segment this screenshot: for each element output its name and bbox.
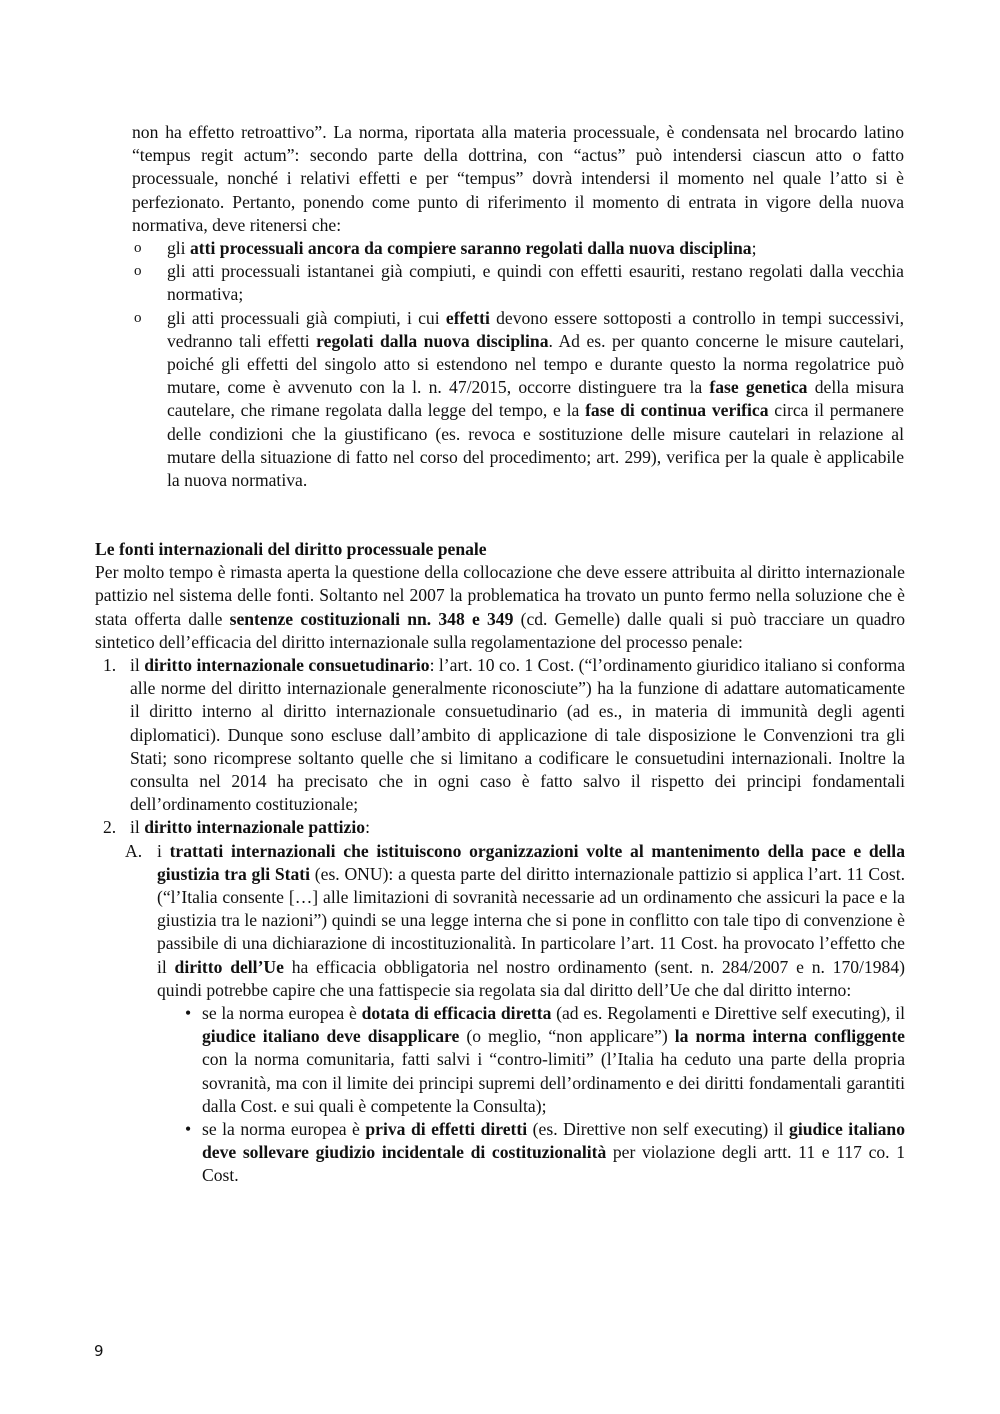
sub-item-letter: A. — [125, 840, 143, 861]
bold-text: regolati dalla nuova disciplina — [316, 330, 549, 351]
numbered-item-text: il diritto internazionale consuetudinario: l’art. 10 co. 1 Cost. (“l’ordinamento giuridico italiano si conforma alle norme del diritto internazionale generalmente riconosciute”) ha la funzione di adattare automaticamente il diritto interno al diritto internazionale consuetudinario (ad es., in materia di immunità degli agenti diplomatici). Dunque sono escluse dall’ambito di applicazione di tale disposizione le Convenzioni tra gli Stati; sono ricomprese soltanto quelle che si limitano a codificare le consuetudini internazionali. Inoltre la consulta nel 2014 ha precisato che in ogni caso è fatto salvo il rispetto dei principi fondamentali dell’ordinamento costituzionale; — [130, 655, 906, 815]
bold-text: fase di continua verifica — [585, 400, 769, 421]
numbered-item-text: il diritto internazionale pattizio: — [130, 817, 370, 838]
intro-text: non ha effetto retroattivo”. La norma, riportata alla materia processuale, è condensata nel brocardo latino “tempus regit actum”: secondo parte della dottrina, con “actus” può intendersi ciascun atto o fatto processuale, nonché i relativi effetti e per “tempus” dovrà intendersi il momento nel quale l’atto si è perfezionato. Pertanto, ponendo come punto di riferimento il momento di entrata in vigore della nuova normativa, deve ritenersi che: — [132, 122, 904, 235]
bullet-item-text: se la norma europea è priva di effetti diretti (es. Direttive non self executing) il giudice italiano deve sollevare giudizio incidentale di costituzionalità per violazione degli artt. 11 e 117 co. 1 Cost. — [202, 1119, 906, 1186]
bold-text: priva di effetti diretti — [365, 1119, 528, 1140]
intro-paragraph — [132, 121, 904, 237]
page-number: 9 — [94, 1342, 104, 1360]
list-marker: o — [134, 309, 142, 326]
list-marker: o — [134, 240, 142, 256]
item-number: 1. — [103, 655, 117, 676]
bold-text: effetti — [445, 307, 490, 328]
section-heading: Le fonti internazionali del diritto processuale penale — [95, 539, 487, 559]
numbered-item-2 — [95, 816, 905, 839]
bullet-item-text: se la norma europea è dotata di efficacia diretta (ad es. Regolamenti e Direttive self executing), il giudice italiano deve disapplicare (o meglio, “non applicare”) la norma interna confliggente con la norma comunitaria, fatti salvi i “contro-limiti” (l’Italia ha ceduto una parte della propria sovranità, ma con il limite dei principi supremi dell’ordinamento e dei diritti fondamentali garantiti dalla Cost. e sui quali è competente la Consulta); — [202, 1003, 906, 1116]
rules-list — [132, 237, 904, 492]
bold-text: atti processuali ancora da compiere saranno regolati dalla nuova disciplina — [189, 238, 752, 258]
numbered-item-1 — [95, 654, 905, 816]
list-item-text: gli atti processuali già compiuti, i cui effetti devono essere sottoposti a controllo in tempi successivi, vedranno tali effetti regolati dalla nuova disciplina. Ad es. per quanto concerne le misure cautelari, poiché gli effetti del singolo atto si estendono nel tempo e durante questo la norma regolatrice può mutare, come è avvenuto con la l. n. 47/2015, occorre distinguere tra la fase genetica della misura cautelare, che rimane regolata dalla legge del tempo, e la fase di continua verifica circa il permanere delle condizioni che la giustificano (es. revoca e sostituzione delle misure cautelari in relazione al mutare della situazione di fatto nel corso del procedimento; art. 299), verifica per la quale è applicabile la nuova normativa. — [167, 307, 905, 491]
sub-item-a — [95, 840, 905, 1002]
list-item-text: gli atti processuali istantanei già compiuti, e quindi con effetti esauriti, restano regolati dalla vecchia normativa; — [167, 261, 904, 305]
bold-text: sentenze costituzionali nn. 348 e 349 — [229, 608, 514, 629]
item-number: 2. — [103, 817, 117, 838]
bullet-item — [95, 1002, 905, 1118]
list-item-text: gli atti processuali ancora da compiere saranno regolati dalla nuova disciplina; — [167, 238, 757, 258]
list-item — [132, 260, 904, 306]
sub-item-text: i trattati internazionali che istituiscono organizzazioni volte al mantenimento della pace e della giustizia tra gli Stati (es. ONU): a questa parte del diritto internazionale pattizio si applica l’art. 11 Cost. (“l’Italia consente […] alle limitazioni di sovranità necessarie ad un ordinamento che assicuri la pace e la giustizia tra le nazioni”) quindi se una legge interna che si pone in conflitto con tale tipo di convenzione è passibile di una dichiarazione di incostituzionalità. In particolare l’art. 11 Cost. ha provocato l’effetto che il diritto dell’Ue ha efficacia obbligatoria nel nostro ordinamento (sent. n. 284/2007 e n. 170/1984) quindi potrebbe capire che una fattispecie sia regolata sia dal diritto dell’Ue che dal diritto interno: — [157, 840, 905, 1000]
list-item — [132, 237, 904, 260]
bold-text: diritto internazionale consuetudinario — [144, 655, 430, 676]
list-item — [132, 307, 904, 493]
bold-text: giudice italiano deve sollevare giudizio incidentale di costituzionalità — [202, 1119, 906, 1163]
section-intro-text: Per molto tempo è rimasta aperta la questione della collocazione che deve essere attribuita al diritto internazionale pattizio nel sistema delle fonti. Soltanto nel 2007 la problematica ha trovato un punto fermo nella soluzione che è stata offerta dalle sentenze costituzionali nn. 348 e 349 (cd. Gemelle) dalle quali si può tracciare un quadro sintetico dell’efficacia del diritto internazionale sulla regolamentazione del processo penale: — [95, 562, 905, 652]
bullet-item — [95, 1118, 905, 1188]
bold-text: trattati internazionali che istituiscono organizzazioni volte al mantenimento della pace e della giustizia tra gli Stati — [157, 840, 905, 884]
bullet-icon: • — [185, 1119, 192, 1140]
bold-text: fase genetica — [709, 377, 808, 398]
bold-text: dotata di efficacia diretta — [361, 1003, 552, 1024]
bold-text: diritto dell’Ue — [174, 956, 284, 977]
section-international-sources — [95, 538, 905, 1188]
bold-text: la norma interna confliggente — [674, 1026, 905, 1047]
bold-text: giudice italiano deve disapplicare — [202, 1026, 460, 1047]
bullet-icon: • — [185, 1003, 192, 1024]
bold-text: diritto internazionale pattizio — [144, 817, 366, 838]
list-marker: o — [134, 263, 142, 280]
